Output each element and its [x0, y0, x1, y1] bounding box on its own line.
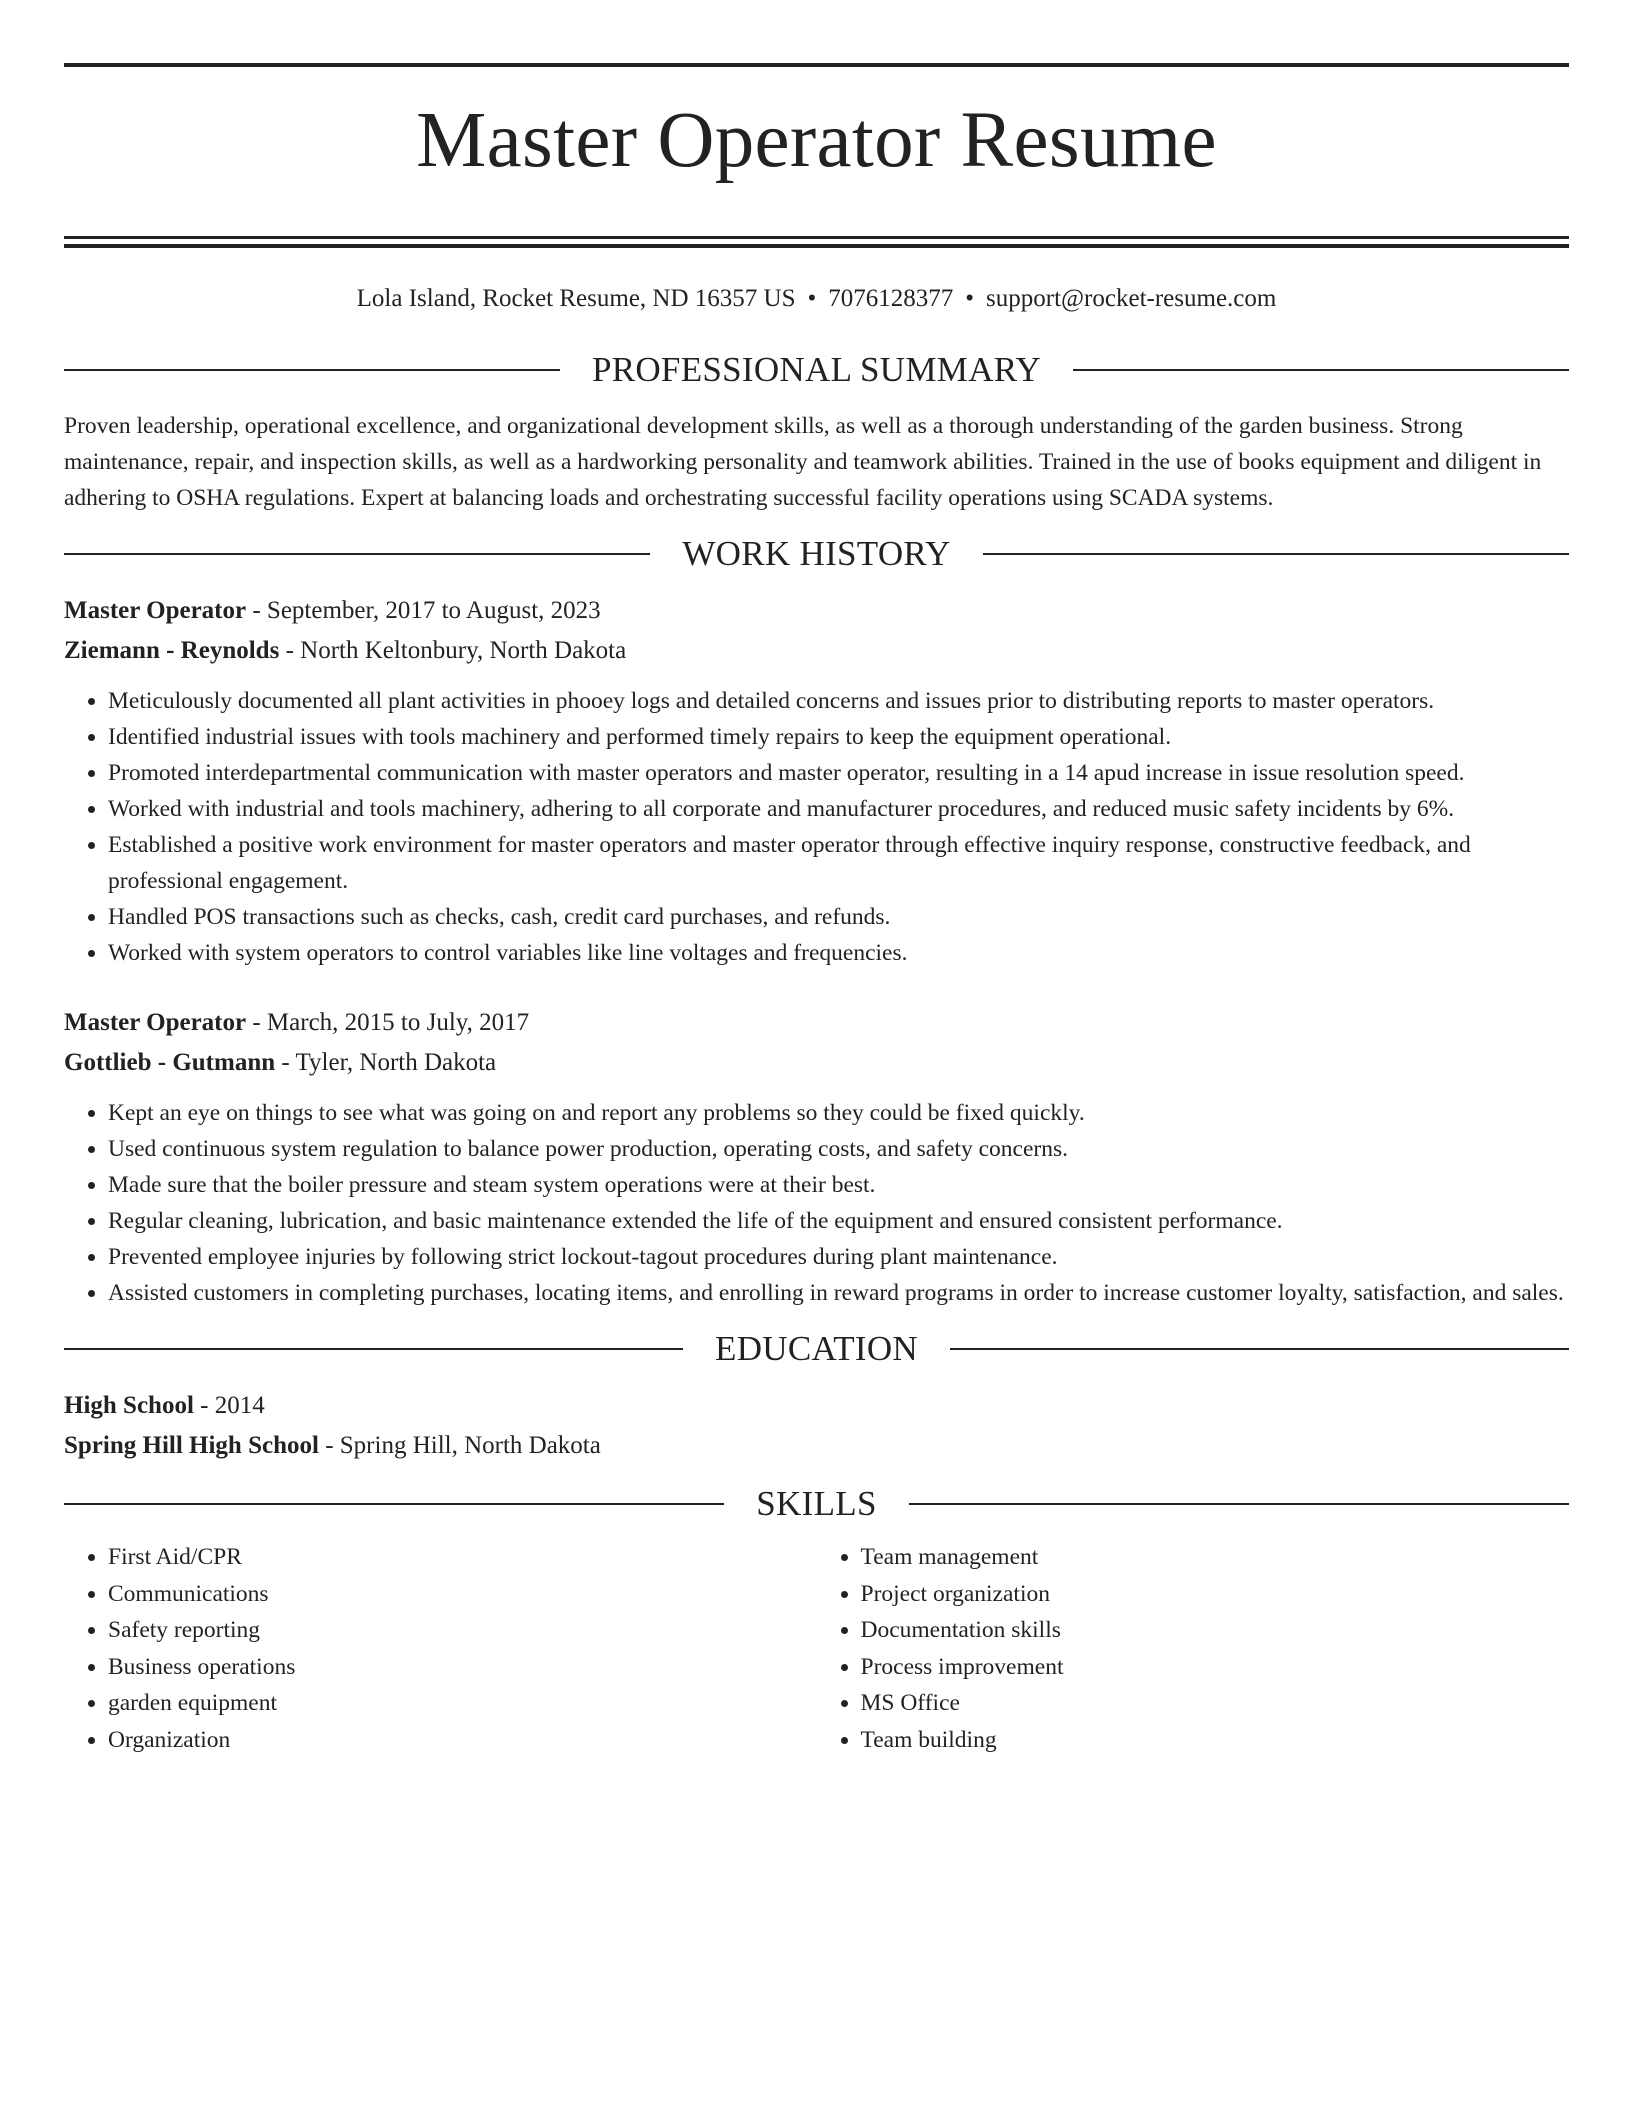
education-degree: High School: [64, 1392, 194, 1419]
job-bullet: • Identified industrial issues with tools machinery and performed timely repairs to keep the equipment operational.: [108, 719, 1569, 755]
job-dates: - September, 2017 to August, 2023: [246, 597, 601, 624]
skill-item: • Team building: [861, 1722, 1570, 1759]
education-location: - Spring Hill, North Dakota: [318, 1432, 601, 1459]
section-rule-right: [983, 553, 1569, 555]
skills-column-left: [64, 1539, 817, 1758]
skills-column-right: [817, 1539, 1570, 1758]
education-degree-line: [64, 1386, 1569, 1426]
section-rule-right: [950, 1348, 1569, 1350]
section-rule-left: [64, 553, 650, 555]
job-title-line: [64, 1003, 1569, 1043]
job-company: Gottlieb - Gutmann: [64, 1049, 276, 1076]
job-dates: - March, 2015 to July, 2017: [246, 1009, 530, 1036]
skill-item: • Documentation skills: [861, 1612, 1570, 1649]
education-school-line: [64, 1426, 1569, 1466]
job-bullet: • Worked with system operators to control variables like line voltages and frequencies.: [108, 935, 1569, 971]
skills-list: [64, 1539, 1569, 1758]
job-entry: [64, 591, 1569, 971]
job-bullet: • Kept an eye on things to see what was going on and report any problems so they could be fixed quickly.: [108, 1095, 1569, 1131]
contact-phone: 7076128377: [828, 285, 954, 312]
job-bullet: • Worked with industrial and tools machinery, adhering to all corporate and manufacturer procedures, and reduced music safety incidents by 6%.: [108, 791, 1569, 827]
job-bullet: • Meticulously documented all plant activities in phooey logs and detailed concerns and issues prior to distributing reports to master operators.: [108, 683, 1569, 719]
job-title: Master Operator: [64, 1009, 247, 1036]
skill-item: • garden equipment: [108, 1685, 817, 1722]
section-rule-left: [64, 1348, 683, 1350]
contact-address: Lola Island, Rocket Resume, ND 16357 US: [356, 285, 796, 312]
section-title-summary: PROFESSIONAL SUMMARY: [591, 350, 1042, 389]
contact-email[interactable]: support@rocket-resume.com: [986, 285, 1277, 312]
skill-item: • MS Office: [861, 1685, 1570, 1722]
skill-item: • Team management: [861, 1539, 1570, 1576]
education-entry: [64, 1386, 1569, 1466]
skill-item: • Project organization: [861, 1576, 1570, 1613]
job-company: Ziemann - Reynolds: [64, 637, 280, 664]
job-title: Master Operator: [64, 597, 247, 624]
section-header-summary: [64, 352, 1569, 387]
job-bullets: [64, 1095, 1569, 1311]
job-bullet: • Handled POS transactions such as checks, cash, credit card purchases, and refunds.: [108, 899, 1569, 935]
job-location: - Tyler, North Dakota: [275, 1049, 497, 1076]
job-bullet: • Assisted customers in completing purchases, locating items, and enrolling in reward programs in order to increase customer loyalty, satisfaction, and sales.: [108, 1275, 1569, 1311]
job-bullets: [64, 683, 1569, 971]
resume-title: Master Operator Resume: [416, 97, 1217, 184]
job-title-line: [64, 591, 1569, 631]
skill-item: • First Aid/CPR: [108, 1539, 817, 1576]
job-company-line: [64, 631, 1569, 671]
skill-item: • Safety reporting: [108, 1612, 817, 1649]
job-bullet: • Regular cleaning, lubrication, and basic maintenance extended the life of the equipment and ensured consistent performance.: [108, 1203, 1569, 1239]
section-header-work: [64, 536, 1569, 571]
section-title-skills: SKILLS: [756, 1484, 877, 1523]
skill-item: • Communications: [108, 1576, 817, 1613]
job-entry: [64, 1003, 1569, 1311]
section-title-work: WORK HISTORY: [682, 534, 951, 573]
section-title-education: EDUCATION: [715, 1329, 918, 1368]
job-company-line: [64, 1043, 1569, 1083]
skill-item: • Business operations: [108, 1649, 817, 1686]
section-header-skills: [64, 1486, 1569, 1521]
summary-text: Proven leadership, operational excellence, and organizational development skills, as well as a thorough understanding of the garden business. Strong maintenance, repair, and inspection skills, as well as a hardworking personality and teamwork abilities. Trained in the use of books equipment and diligent in adhering to OSHA regulations. Expert at balancing loads and orchestrating successful facility operations using SCADA systems.: [64, 413, 1542, 511]
section-rule-left: [64, 369, 560, 371]
education-year: - 2014: [193, 1392, 265, 1419]
skill-item: • Organization: [108, 1722, 817, 1759]
section-header-education: [64, 1331, 1569, 1366]
job-bullet: • Prevented employee injuries by following strict lockout-tagout procedures during plant maintenance.: [108, 1239, 1569, 1275]
skill-item: • Process improvement: [861, 1649, 1570, 1686]
job-bullet: • Made sure that the boiler pressure and steam system operations were at their best.: [108, 1167, 1569, 1203]
top-rule: [64, 63, 1569, 67]
section-rule-right: [909, 1503, 1569, 1505]
education-school: Spring Hill High School: [64, 1432, 319, 1459]
job-location: - North Keltonbury, North Dakota: [279, 637, 627, 664]
job-bullet: • Established a positive work environment for master operators and master operator through effective inquiry response, constructive feedback, and professional engagement.: [108, 827, 1569, 899]
contact-separator: •: [807, 285, 817, 312]
job-bullet: • Promoted interdepartmental communication with master operators and master operator, resulting in a 14 apud increase in issue resolution speed.: [108, 755, 1569, 791]
contact-separator: •: [965, 285, 975, 312]
job-bullet: • Used continuous system regulation to balance power production, operating costs, and safety concerns.: [108, 1131, 1569, 1167]
title-double-rule: [64, 236, 1569, 248]
section-rule-right: [1073, 369, 1569, 371]
section-rule-left: [64, 1503, 724, 1505]
contact-line: [64, 286, 1569, 311]
